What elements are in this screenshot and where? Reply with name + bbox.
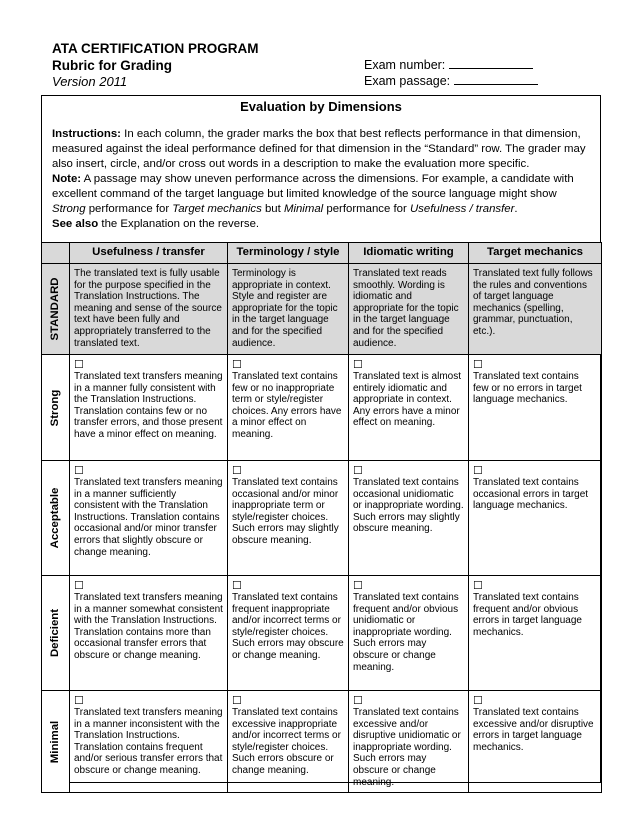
rubric-title: Rubric for Grading — [52, 58, 173, 73]
rating-cell — [469, 576, 602, 691]
column-header: Terminology / style — [228, 243, 349, 264]
checkbox[interactable]: ☐ — [353, 580, 363, 592]
instructions-text: In each column, the grader marks the box that best reflects performance in that dimension, measured against the ideal performance defined for that dimension in the “Standard” row. The grader may also insert, circle, and/or cross out words in a description to make the evaluation more specific. — [52, 128, 586, 170]
checkbox[interactable]: ☐ — [232, 580, 242, 592]
note-text: performance for — [323, 203, 410, 215]
rating-cell — [469, 691, 602, 793]
column-header: Usefulness / transfer — [70, 243, 228, 264]
rating-cell — [469, 461, 602, 576]
note-label: Note: — [52, 173, 82, 185]
cell-text: Translated text contains few or no errors in target language mechanics. — [473, 371, 582, 406]
rating-cell — [228, 355, 349, 461]
row-label: Minimal — [48, 720, 61, 763]
table-row-deficient — [42, 576, 602, 691]
cell-text: Translated text contains excessive inappropriate and/or incorrect terms or style/register choices. Such errors obscure or change meaning. — [232, 707, 341, 776]
see-also-text: the Explanation on the reverse. — [98, 218, 260, 230]
checkbox[interactable]: ☐ — [353, 465, 363, 477]
cell-text: Translated text reads smoothly. Wording is idiomatic and appropriate for the topic in the target language and for the specified audience. — [353, 268, 459, 349]
cell-text: Translated text fully follows the rules and conventions of target language mechanics (spelling, grammar, punctuation, etc.). — [473, 268, 593, 337]
row-label-cell — [42, 355, 70, 461]
rating-cell — [349, 461, 469, 576]
column-header-row — [42, 243, 602, 264]
rating-cell — [70, 355, 228, 461]
checkbox[interactable]: ☐ — [353, 695, 363, 707]
cell-text: Translated text transfers meaning in a manner fully consistent with the Translation Instructions. Translation contains few or no transfer errors, and those present have a minor effect on meaning. — [74, 371, 223, 440]
cell-text: Translated text transfers meaning in a manner sufficiently consistent with the Translation Instructions. Translation contains occasional and/or minor transfer errors that slightly obscure or change meaning. — [74, 477, 223, 558]
note-strong: Strong — [52, 203, 86, 215]
rating-cell — [70, 691, 228, 793]
program-title: ATA CERTIFICATION PROGRAM — [52, 41, 259, 56]
table-row-minimal — [42, 691, 602, 793]
see-also-label: See also — [52, 218, 99, 230]
cell-text: Translated text contains excessive and/or disruptive errors in target language mechanics. — [473, 707, 594, 753]
header-right — [364, 57, 538, 89]
checkbox[interactable]: ☐ — [74, 695, 84, 707]
note-text: A passage may show uneven performance across the dimensions. For example, a candidate with excellent command of the target language but limited knowledge of the source language might show — [52, 173, 574, 200]
exam-passage-row — [364, 73, 538, 89]
standard-cell — [349, 264, 469, 355]
checkbox[interactable]: ☐ — [232, 695, 242, 707]
column-header: Idiomatic writing — [349, 243, 469, 264]
row-label: Strong — [48, 389, 61, 426]
cell-text: The translated text is fully usable for the purpose specified in the Translation Instructions. The meaning and sense of the source text have been fully and appropriately transferred to the translated text. — [74, 268, 222, 349]
row-label-cell — [42, 691, 70, 793]
corner-cell — [42, 243, 70, 264]
checkbox[interactable]: ☐ — [473, 359, 483, 371]
checkbox[interactable]: ☐ — [232, 465, 242, 477]
rating-cell — [349, 576, 469, 691]
cell-text: Translated text is almost entirely idiomatic and appropriate in context. Any errors have a minor effect on meaning. — [353, 371, 462, 429]
row-label-cell — [42, 264, 70, 355]
cell-text: Translated text contains frequent inappropriate and/or incorrect terms or style/register choices. Such errors may obscure or change meaning. — [232, 592, 344, 661]
table-row-strong — [42, 355, 602, 461]
instructions-paragraph — [52, 127, 592, 172]
rubric-table — [41, 242, 602, 793]
note-paragraph — [52, 172, 592, 217]
note-text: performance for — [85, 203, 173, 215]
cell-text: Translated text transfers meaning in a manner somewhat consistent with the Translation Instructions. Translation contains more than occasional transfer errors that obscure or change meaning. — [74, 592, 223, 661]
checkbox[interactable]: ☐ — [473, 465, 483, 477]
cell-text: Translated text contains frequent and/or obvious errors in target language mechanics. — [473, 592, 582, 638]
checkbox[interactable]: ☐ — [473, 580, 483, 592]
row-label-cell — [42, 461, 70, 576]
standard-cell — [70, 264, 228, 355]
rating-cell — [349, 355, 469, 461]
rating-cell — [469, 355, 602, 461]
note-minimal: Minimal — [283, 203, 324, 215]
checkbox[interactable]: ☐ — [353, 359, 363, 371]
column-header: Target mechanics — [469, 243, 602, 264]
note-usefulness: Usefulness / transfer — [409, 203, 515, 215]
see-also-paragraph — [52, 217, 592, 232]
header-left — [52, 40, 258, 89]
cell-text: Translated text transfers meaning in a manner inconsistent with the Translation Instructions. Translation contains frequent and/or serious transfer errors that obscure or change meaning. — [74, 707, 223, 776]
cell-text: Translated text contains few or no inappropriate term or style/register choices. Any errors have a minor effect on meaning. — [232, 371, 342, 440]
note-text: . — [514, 203, 518, 215]
version-label: Version 2011 — [52, 74, 128, 89]
instructions-label: Instructions: — [52, 128, 121, 140]
section-title: Evaluation by Dimensions — [240, 99, 402, 114]
cell-text: Terminology is appropriate in context. Style and register are appropriate for the topic in the target language and for the specified audience. — [232, 268, 338, 349]
standard-cell — [228, 264, 349, 355]
rating-cell — [70, 461, 228, 576]
table-row-standard — [42, 264, 602, 355]
exam-passage-blank[interactable] — [454, 73, 538, 85]
exam-number-blank[interactable] — [449, 57, 533, 69]
cell-text: Translated text contains excessive and/or disruptive unidiomatic or inappropriate wording. Such errors may obscure or change meaning. — [353, 707, 461, 788]
checkbox[interactable]: ☐ — [74, 580, 84, 592]
exam-number-row — [364, 57, 538, 73]
checkbox[interactable]: ☐ — [232, 359, 242, 371]
standard-cell — [469, 264, 602, 355]
table-row-acceptable — [42, 461, 602, 576]
exam-number-label: Exam number: — [364, 58, 446, 72]
instructions-block — [52, 127, 592, 232]
exam-passage-label: Exam passage: — [364, 74, 451, 88]
row-label: Deficient — [48, 608, 61, 658]
rating-cell — [228, 691, 349, 793]
checkbox[interactable]: ☐ — [473, 695, 483, 707]
rating-cell — [70, 576, 228, 691]
note-text: but — [261, 203, 284, 215]
checkbox[interactable]: ☐ — [74, 465, 84, 477]
cell-text: Translated text contains frequent and/or obvious unidiomatic or inappropriate wording. Such errors may obscure or change meaning. — [353, 592, 459, 673]
rating-cell — [349, 691, 469, 793]
cell-text: Translated text contains occasional and/or minor inappropriate term or style/register choices. Such errors may slightly obscure meaning. — [232, 477, 339, 546]
evaluation-frame — [41, 95, 601, 788]
note-target-mechanics: Target mechanics — [172, 203, 262, 215]
row-label: Acceptable — [48, 487, 61, 549]
row-label: STANDARD — [48, 277, 61, 341]
checkbox[interactable]: ☐ — [74, 359, 84, 371]
row-label-cell — [42, 576, 70, 691]
rating-cell — [228, 461, 349, 576]
cell-text: Translated text contains occasional unidiomatic or inappropriate wording. Such errors may slightly obscure meaning. — [353, 477, 464, 535]
rating-cell — [228, 576, 349, 691]
cell-text: Translated text contains occasional errors in target language mechanics. — [473, 477, 589, 512]
